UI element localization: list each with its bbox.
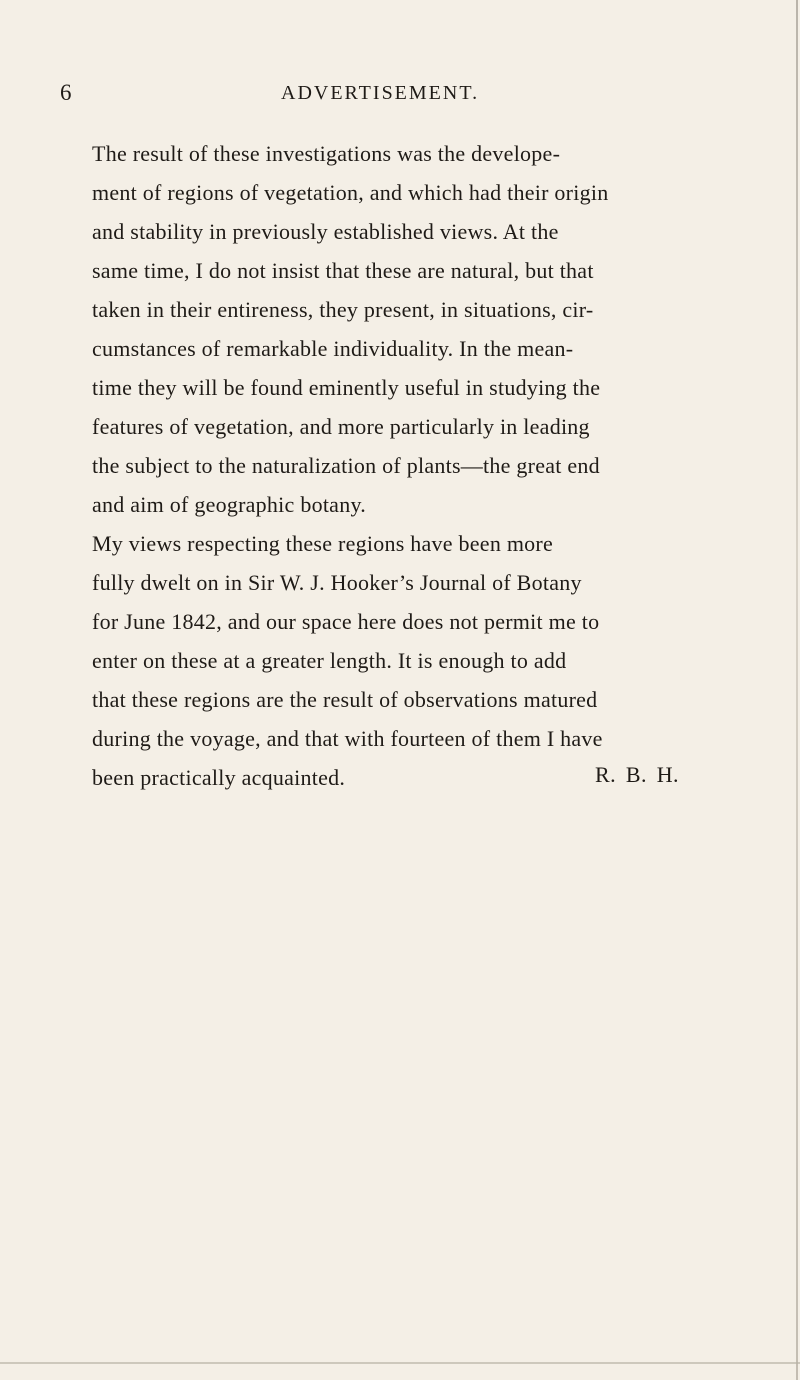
page-edge — [796, 0, 798, 1380]
page-bottom-edge — [0, 1362, 800, 1364]
page-header — [60, 78, 740, 108]
paragraph: My views respecting these regions have been more fully dwelt on in Sir W. J. Hooker’s Journal of Botany for June 1842, and our space here does not permit me to enter on these at a greater length. It is enough to add that these regions are the result of observations matured during the voyage, and that with fourteen of them I have been practically acquainted. — [92, 531, 603, 790]
running-head: ADVERTISEMENT. — [281, 82, 480, 104]
advertisement-text — [92, 134, 712, 797]
paragraph: The result of these investigations was the develope- ment of regions of vegetation, and which had their origin and stability in previously established views. At the same time, I do not insist that these are natural, but that taken in their entireness, they present, in situations, cir- cumstances of remarkable individuality. In the mean- time they will be found eminently useful in studying the features of vegetation, and more particularly in leading the subject to the naturalization of plants—the great end and aim of geographic botany. — [92, 141, 609, 517]
page-number: 6 — [60, 80, 72, 105]
author-initials: R. B. H. — [595, 762, 679, 787]
